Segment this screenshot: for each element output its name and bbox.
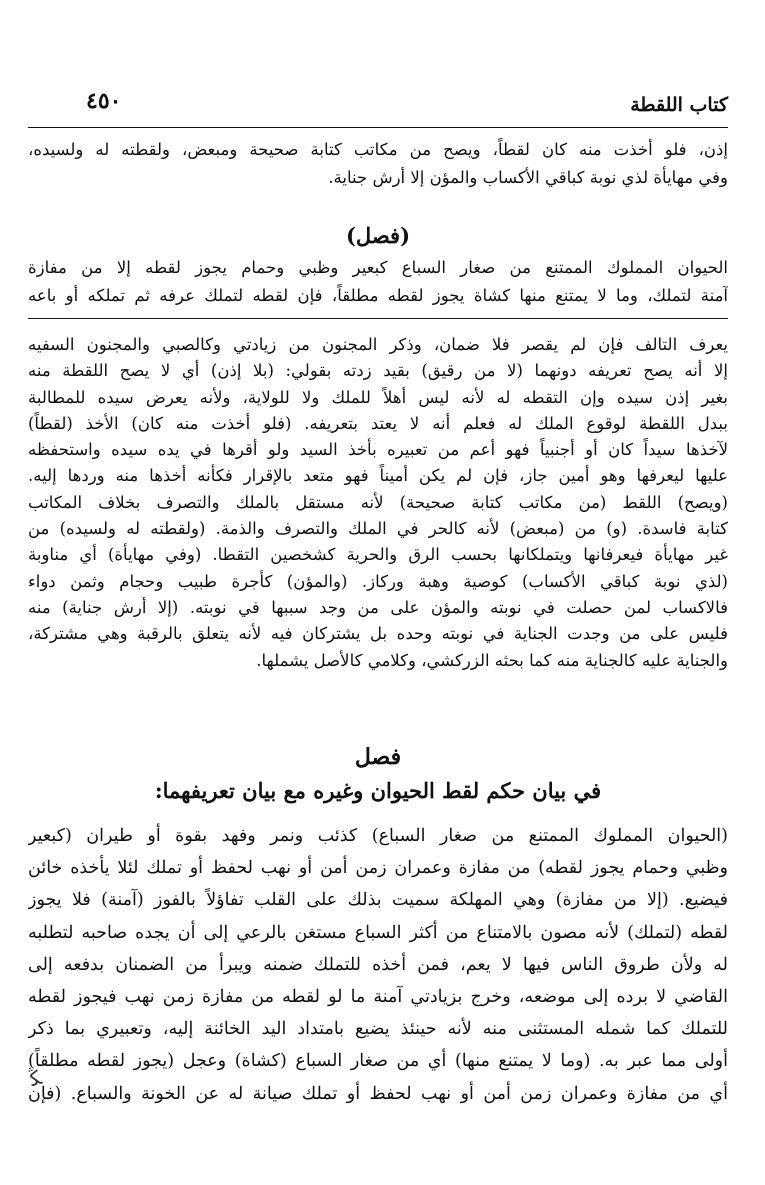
text-line: أي من مفازة وعمران زمن أمن أو نهب لحفظ أو تملك صيانة له عن الخونة والسباع. (فإن — [28, 1083, 728, 1104]
text-line: والجناية عليه كالجناية منه كما بحثه الزركشي، وكلامي كالأصل يشملها. — [256, 650, 728, 670]
running-title: كتاب اللقطة — [630, 94, 728, 116]
text-line: (لذي نوبة كباقي الأكساب) كوصية وهبة وركاز. (والمؤن) كأجرة طبيب وحجام وثمن دواء — [28, 571, 728, 591]
text-line: فيضيع. (إلا من مفازة) وهي المهلكة سميت بذلك على القلب تفاؤلاً بالفوز (آمنة) فلا يجوز — [28, 890, 728, 911]
fasl-heading: (فصل) — [345, 223, 411, 248]
page-number: ٤٥٠ — [86, 88, 122, 114]
text-line: إلا أنه يصح تعريفه دونهما (لا من رقيق) بقيد زدته بقولي: (بلا إذن) أي لا يصح اللقطة منه — [28, 361, 728, 381]
text-line: يعرف التالف فإن لم يقصر فلا ضمان، وذكر المجنون من زيادتي وكالصبي والمجنون السفيه — [28, 335, 728, 354]
text-line: فالاكساب لمن حصلت في نوبته والمؤن على من وجد سببها في نوبته. (إلا أرش جناية) منه — [28, 597, 728, 617]
matn-sharh-divider — [28, 318, 728, 319]
text-line: آمنة لتملك، وما لا يمتنع منها كشاة يجوز لقطه مطلقاً، فإن لقطه لتملك عرفه ثم تملكه أو باعه — [28, 286, 728, 305]
text-line: (ويصح) اللقط (من مكاتب كتابة صحيحة) لأنه مستقل بالملك والتصرف بخلاف المكاتب — [28, 492, 728, 512]
section-subheading: في بيان حكم لقط الحيوان وغيره مع بيان تعريفهما: — [154, 778, 602, 803]
text-line: بغير إذن سيده وإن التقطه له لأنه ليس أهلاً للملك ولا للولاية، ولأنه يعرض سيده للمطالبة — [28, 387, 728, 407]
matn-top-paragraph — [28, 136, 728, 192]
sharh-fasl-paragraph — [28, 820, 728, 1110]
margin-pen-mark: ﯖ — [27, 1064, 44, 1092]
text-line: وفي مهايأة لذي نوبة كباقي الأكساب والمؤن إلا أرش جناية. — [328, 168, 728, 187]
text-line: ببدل اللقطة لوقوع الملك له فعلم أنه لا يعتد بتعريفه. (فلو أخذت منه كان) الأخذ (لقطاً) — [28, 413, 728, 433]
text-line: فليس على من وجدت الجناية في نوبته وحده بل يشتركان فيه لأنه يتعلق بالرقبة وهي مشتركة، — [28, 624, 728, 644]
text-line: للتملك كما شمله المستثنى منه لأنه حينئذ يضيع بامتداد اليد الخائنة إليه، وتعبيري بما ذكر — [28, 1019, 728, 1040]
text-line: غير مهايأة فيعرفانها ويتملكانها بحسب الرق والحرية كشخصين التقطا. (وفي مهايأة) أي مناوبة — [28, 545, 728, 565]
text-line: القاضي لا برده إلى موضعه، وخرج بزيادتي آمنة ما لو لقطه من مفازة زمن نهب فيجوز لقطه — [28, 986, 728, 1007]
text-line: له ولأن طروق الناس فيها لا يعم، فمن أخذه للتملك ضمنه ويبرأ من الضمنان بدفعه إلى — [28, 954, 728, 975]
text-line: وظبي وحمام يجوز لقطه) من مفازة وعمران زمن أمن أو نهب لحفظ أو تملك لئلا يأخذه خائن — [28, 858, 728, 879]
text-line: إذن، فلو أخذت منه كان لقطاً، ويصح من مكاتب كتابة صحيحة ومبعض، ولقطته له ولسيده، — [28, 140, 728, 159]
text-line: أولى مما عبر به. (وما لا يمتنع منها) أي من صغار السباع (كشاة) وعجل (يجوز لقطه مطلقاً) — [28, 1051, 728, 1072]
matn-fasl-paragraph — [28, 254, 728, 310]
running-header — [28, 88, 728, 122]
text-line: (الحيوان المملوك الممتنع من صغار السباع) كذئب ونمر وفهد بقوة أو طيران (كبعير — [28, 826, 728, 846]
text-line: عليها ليعرفها وهو أمين جاز، فإن لم يكن أميناً فهو متعد بالإقرار فكأنه أخذها منه وردها إليه. — [28, 466, 728, 486]
text-line: كتابة فاسدة. (و) من (مبعض) لأنه كالحر في الملك والتصرف والذمة. (ولقطته له ولسيده) من — [28, 519, 728, 539]
text-line: لقطه (لتملك) لأنه مصون بالامتناع من أكثر السباع مستغن بالرعي إلى أن يجده صاحبه لتطلبه — [28, 922, 728, 943]
text-line: لآخذها سيداً كان أو أجنبياً فهو أعم من تعبيره بأخذ السيد ولو أقرها في يده سيده واستحفظه — [28, 440, 728, 460]
header-rule — [28, 127, 728, 128]
text-line: الحيوان المملوك الممتنع من صغار السباع كبعير وظبي وحمام يجوز لقطه إلا من مفازة — [28, 258, 728, 277]
section-heading: فصل — [354, 744, 402, 770]
sharh-paragraph — [28, 332, 728, 674]
